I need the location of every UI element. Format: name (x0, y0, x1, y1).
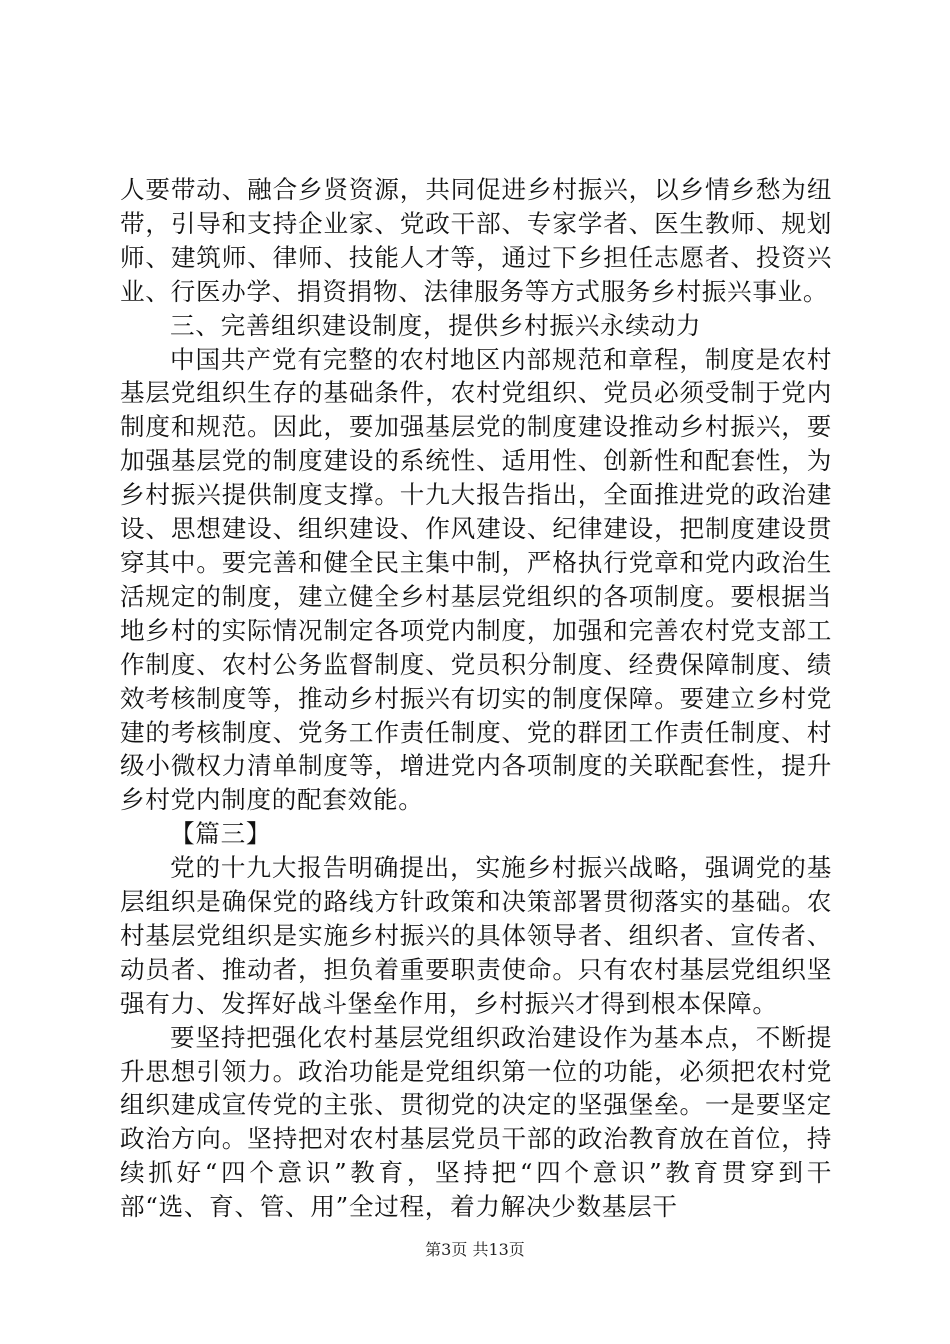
page-footer: 第3页 共13页 (425, 1240, 525, 1259)
section-heading: 三、完善组织建设制度，提供乡村振兴永续动力 (170, 310, 702, 340)
document-body (120, 173, 832, 1224)
paragraph: 党的十九大报告明确提出，实施乡村振兴战略，强调党的基层组织是确保党的路线方针政策和决策部署贯彻落实的基础。农村基层党组织是实施乡村振兴的具体领导者、组织者、宣传者、动员者、推动者，担负着重要职责使命。只有农村基层党组织坚强有力、发挥好战斗堡垒作用，乡村振兴才得到根本保障。 (120, 853, 832, 1018)
part-heading: 【篇三】 (170, 819, 272, 849)
paragraph-continuation: 人要带动、融合乡贤资源，共同促进乡村振兴，以乡情乡愁为纽带，引导和支持企业家、党政干部、专家学者、医生教师、规划师、建筑师、律师、技能人才等，通过下乡担任志愿者、投资兴业、行医办学、捐资捐物、法律服务等方式服务乡村振兴事业。 (120, 175, 832, 306)
paragraph: 中国共产党有完整的农村地区内部规范和章程，制度是农村基层党组织生存的基础条件，农村党组织、党员必须受制于党内制度和规范。因此，要加强基层党的制度建设推动乡村振兴，要加强基层党的制度建设的系统性、适用性、创新性和配套性，为乡村振兴提供制度支撑。十九大报告指出，全面推进党的政治建设、思想建设、组织建设、作风建设、纪律建设，把制度建设贯穿其中。要完善和健全民主集中制，严格执行党章和党内政治生活规定的制度，建立健全乡村基层党组织的各项制度。要根据当地乡村的实际情况制定各项党内制度，加强和完善农村党支部工作制度、农村公务监督制度、党员积分制度、经费保障制度、绩效考核制度等，推动乡村振兴有切实的制度保障。要建立乡村党建的考核制度、党务工作责任制度、党的群团工作责任制度、村级小微权力清单制度等，增进党内各项制度的关联配套性，提升乡村党内制度的配套效能。 (120, 344, 832, 815)
paragraph: 要坚持把强化农村基层党组织政治建设作为基本点，不断提升思想引领力。政治功能是党组织第一位的功能，必须把农村党组织建成宣传党的主张、贯彻党的决定的坚强堡垒。一是要坚定政治方向。坚持把对农村基层党员干部的政治教育放在首位，持续抓好“四个意识”教育，坚持把“四个意识”教育贯穿到干部“选、育、管、用”全过程，着力解决少数基层干 (120, 1022, 832, 1222)
